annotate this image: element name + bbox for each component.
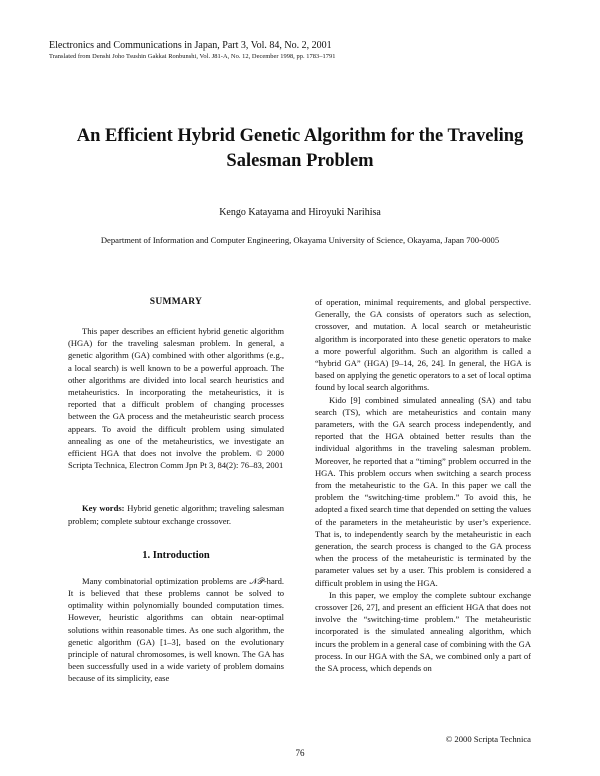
intro-paragraph-continued: of operation, minimal requirements, and global perspective. Generally, the GA consists of operators such as selection, crossover, and mutation. A local search or metaheuristic algorithm is incorporated into these genetic operators to make a more powerful algorithm. Such an algorithm is called a “hybrid GA” (HGA) [9–14, 26, 24]. In general, the HGA is based on applying the genetic operators to a set of local optima found by local search algorithms.: [315, 297, 531, 393]
intro-paragraph-1: Many combinatorial optimization problems are 𝒩𝒫-hard. It is believed that these problems cannot be solved to optimality within polynomially bounded computation times. However, heuristic algorithms can obtain near-optimal solutions within reasonable times. As one such algorithm, the genetic algorithm (GA) [1–3], based on the evolutionary principle of natural chromosomes, is well known. The GA has been successfully used in a wide variety of problem domains because of its simplicity, ease: [68, 575, 284, 684]
intro-paragraph-2: Kido [9] combined simulated annealing (SA) and tabu search (TS), which are metaheuristics and contain many parameters, with the GA search process independently, and reported that the HGA obtained better results than the individual algorithms in the traveling salesman problem. Moreover, he reported that a “timing” problem occurred in the HGA. This problem occurs when switching a search process from the metaheuristic to the GA. In this paper we call the problem the “switching-time problem.” To avoid this, he adopted a fixed search time that depended on setting the values of the parameters in the metaheuristic by user’s experience. That is, to independently search by the metaheuristic in each generation, the search process is changed to the GA process when the process of the metaheuristic is terminated by the parameter values set by a user. This problem is considered a difficult problem in using the HGA.: [315, 394, 531, 588]
affiliation: Department of Information and Computer Engineering, Okayama University of Science, Okayama, Japan 700-0005: [100, 235, 500, 245]
copyright-line: © 2000 Scripta Technica: [445, 734, 531, 744]
introduction-heading: 1. Introduction: [142, 549, 210, 561]
summary-paragraph: This paper describes an efficient hybrid genetic algorithm (HGA) for the traveling salesman problem. In general, a genetic algorithm (GA) combined with other algorithms (e.g., a local search) is well known to be a powerful approach. The other algorithms are divided into local search heuristics and metaheuristics. In incorporating the metaheuristics, it is reported that a difficult problem of changing processes between the GA process and the metaheuristic search process appears. To avoid the difficult problem using simulated annealing as one of the metaheuristics, we investigate an efficient HGA that does not involve the problem. © 2000 Scripta Technica, Electron Comm Jpn Pt 3, 84(2): 76–83, 2001: [68, 326, 284, 471]
summary-heading: SUMMARY: [149, 297, 203, 307]
paper-title: An Efficient Hybrid Genetic Algorithm for the Traveling Salesman Problem: [76, 126, 524, 171]
keywords-paragraph: [68, 502, 284, 526]
keywords-text: Hybrid genetic algorithm; traveling salesman problem; complete subtour exchange crossover.: [68, 503, 284, 526]
journal-citation: Electronics and Communications in Japan, Part 3, Vol. 84, No. 2, 2001: [49, 40, 332, 51]
intro-paragraph-3: In this paper, we employ the complete subtour exchange crossover [26, 27], and present an efficient HGA that does not involve the “switching-time problem.” The metaheuristic incorporated is the simulated annealing algorithm, which incurs the problem in a general case of combining with the GA process. In our HGA with the SA, we combined only a part of the SA process, which depends on: [315, 589, 531, 674]
authors: Kengo Katayama and Hiroyuki Narihisa: [219, 207, 381, 218]
translation-note: Translated from Denshi Joho Tsushin Gakkai Ronbunshi, Vol. J81-A, No. 12, December 1998, pp. 1783–1791: [49, 53, 336, 60]
left-column: [68, 296, 284, 685]
page-number: 76: [295, 748, 305, 758]
keywords-label: Key words:: [82, 503, 125, 514]
right-column: [315, 296, 531, 674]
